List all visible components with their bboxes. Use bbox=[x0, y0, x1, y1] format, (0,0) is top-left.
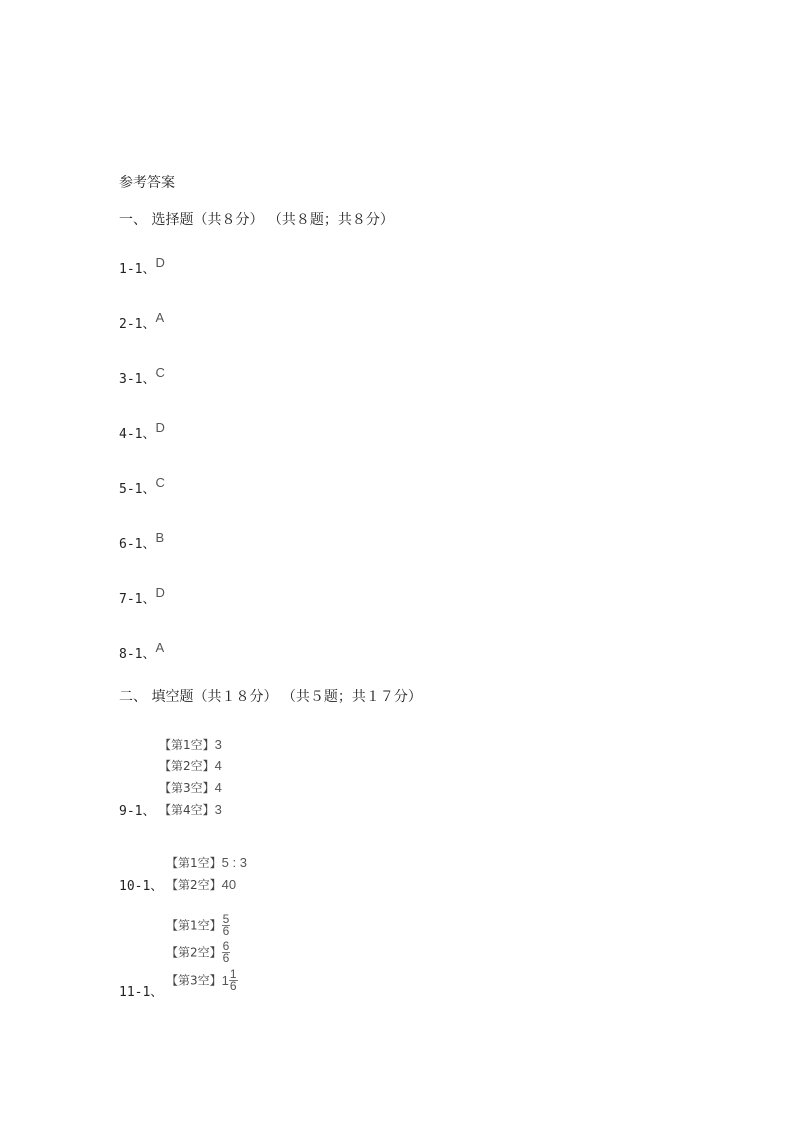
blank-value: 3 bbox=[214, 802, 222, 817]
blank-label: 【第3空】 bbox=[166, 973, 222, 988]
fraction-denominator: 6 bbox=[222, 924, 230, 938]
fraction-whole: 1 bbox=[221, 973, 229, 988]
fraction bbox=[222, 914, 231, 937]
fraction bbox=[222, 941, 231, 964]
blank-label: 【第2空】 bbox=[166, 878, 222, 892]
question-number: 7-1、 bbox=[119, 592, 156, 607]
blank-label: 【第4空】 bbox=[159, 803, 215, 817]
blank-row bbox=[166, 874, 236, 893]
blank-value: 3 bbox=[214, 737, 222, 752]
blank-row bbox=[166, 969, 238, 992]
fraction-numerator: 1 bbox=[229, 967, 237, 981]
fraction bbox=[229, 969, 238, 992]
question-number: 9-1、 bbox=[119, 804, 156, 819]
list-item bbox=[119, 640, 165, 663]
question-number: 8-1、 bbox=[119, 647, 156, 662]
question-number: 1-1、 bbox=[119, 262, 156, 277]
fraction-numerator: 5 bbox=[222, 912, 230, 926]
answer-letter: B bbox=[155, 530, 165, 545]
list-item bbox=[119, 365, 165, 388]
list-item bbox=[119, 475, 165, 498]
blank-label: 【第3空】 bbox=[159, 781, 215, 795]
fraction-denominator: 6 bbox=[222, 951, 230, 965]
answer-letter: C bbox=[155, 365, 165, 380]
blank-value: 4 bbox=[214, 780, 222, 795]
answer-letter: D bbox=[155, 585, 165, 600]
list-item bbox=[119, 530, 165, 553]
answer-letter: D bbox=[155, 255, 165, 270]
fraction-denominator: 6 bbox=[229, 979, 237, 993]
question-number: 10-1、 bbox=[119, 879, 164, 894]
list-item bbox=[119, 255, 165, 278]
blank-label: 【第2空】 bbox=[159, 759, 215, 773]
blank-row bbox=[159, 755, 222, 774]
section-heading-choice: 一、 选择题（共８分） （共８题；共８分） bbox=[119, 212, 394, 228]
blank-row bbox=[166, 914, 230, 937]
blank-row bbox=[159, 734, 222, 753]
blank-label: 【第2空】 bbox=[166, 945, 222, 960]
blank-value: 40 bbox=[221, 877, 237, 892]
blank-row bbox=[166, 941, 230, 964]
blank-label: 【第1空】 bbox=[166, 856, 222, 870]
answer-letter: C bbox=[155, 475, 165, 490]
question-number: 11-1、 bbox=[119, 985, 164, 1000]
blank-value: 5 : 3 bbox=[221, 855, 247, 870]
page-title: 参考答案 bbox=[119, 175, 175, 191]
question-number: 3-1、 bbox=[119, 372, 156, 387]
answer-letter: A bbox=[155, 310, 165, 325]
answer-letter: D bbox=[155, 420, 165, 435]
section-heading-fill: 二、 填空题（共１８分） （共５题；共１７分） bbox=[119, 689, 422, 705]
blank-row bbox=[159, 799, 222, 818]
question-number: 5-1、 bbox=[119, 482, 156, 497]
blank-value: 4 bbox=[214, 758, 222, 773]
list-item bbox=[119, 585, 165, 608]
answer-letter: A bbox=[155, 640, 165, 655]
question-number: 2-1、 bbox=[119, 317, 156, 332]
fraction-numerator: 6 bbox=[222, 939, 230, 953]
blank-label: 【第1空】 bbox=[159, 738, 215, 752]
list-item bbox=[119, 310, 165, 333]
blank-label: 【第1空】 bbox=[166, 918, 222, 933]
question-number: 6-1、 bbox=[119, 537, 156, 552]
list-item bbox=[119, 420, 165, 443]
blank-row bbox=[159, 777, 222, 796]
blank-row bbox=[166, 852, 247, 871]
question-number: 4-1、 bbox=[119, 427, 156, 442]
